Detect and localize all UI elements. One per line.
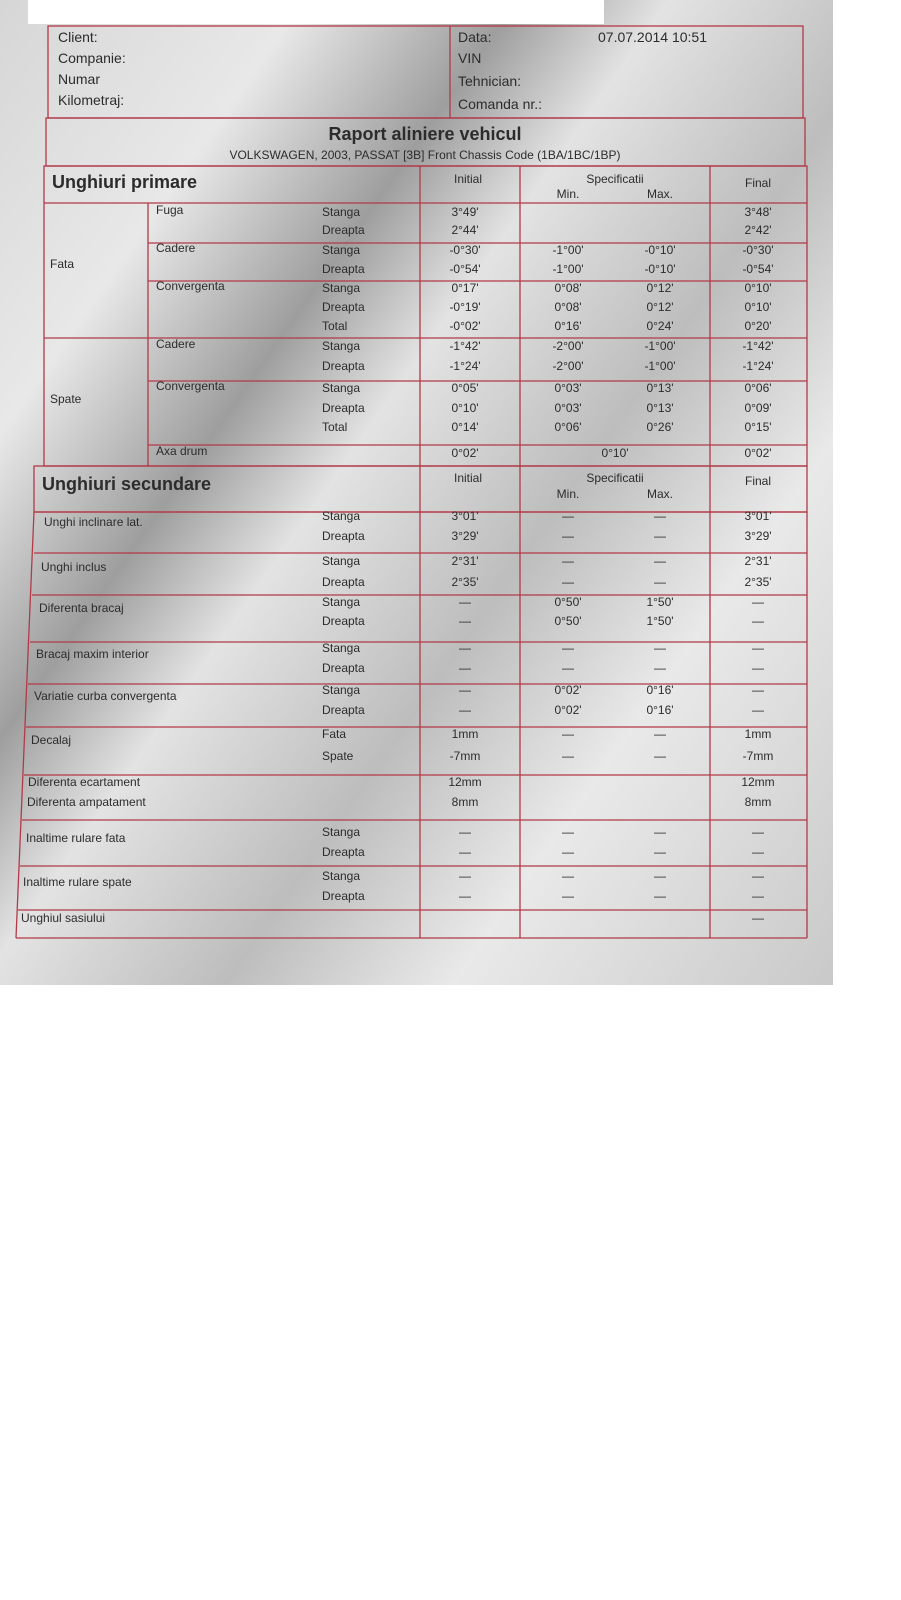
final-value: 0°02' <box>744 446 772 460</box>
final-value: 2°35' <box>744 575 772 589</box>
final-value: 3°29' <box>744 529 772 543</box>
side-label: Total <box>322 420 348 434</box>
param-label: Unghi inclinare lat. <box>44 515 143 529</box>
min-value: — <box>562 845 574 859</box>
param-label: Diferenta bracaj <box>39 601 124 615</box>
min-value: 0°08' <box>554 281 582 295</box>
max-value: 0°13' <box>646 401 674 415</box>
initial-value: — <box>459 641 471 655</box>
final-value: — <box>752 889 764 903</box>
min-value: — <box>562 889 574 903</box>
final-value: 3°48' <box>744 205 772 219</box>
param-label: Diferenta ecartament <box>28 775 141 789</box>
min-value: — <box>562 727 574 741</box>
min-value: 0°06' <box>554 420 582 434</box>
initial-value: -0°54' <box>449 262 481 276</box>
final-value: — <box>752 661 764 675</box>
side-label: Stanga <box>322 869 361 883</box>
param-label: Inaltime rulare spate <box>23 875 132 889</box>
initial-value: 2°35' <box>451 575 479 589</box>
initial-value: 12mm <box>448 775 482 789</box>
final-value: — <box>752 595 764 609</box>
max-value: — <box>654 889 666 903</box>
final-value: -0°54' <box>742 262 774 276</box>
side-label: Fata <box>322 727 347 741</box>
max-value: — <box>654 641 666 655</box>
client-label: Client: <box>58 29 98 45</box>
side-label: Stanga <box>322 554 361 568</box>
max-value: -1°00' <box>644 339 676 353</box>
max-value: 1°50' <box>646 614 674 628</box>
max-value: 0°12' <box>646 281 674 295</box>
final-value: -0°30' <box>742 243 774 257</box>
comanda-label: Comanda nr.: <box>458 96 543 112</box>
side-label: Stanga <box>322 205 361 219</box>
data-value: 07.07.2014 10:51 <box>598 29 707 45</box>
secondary-title: Unghiuri secundare <box>42 474 212 494</box>
final-value: — <box>752 614 764 628</box>
secondary-col-spec: Specificatii <box>586 471 644 485</box>
secondary-col-final: Final <box>744 474 772 488</box>
max-value: 0°26' <box>646 420 674 434</box>
max-value: 0°24' <box>646 319 674 333</box>
side-label: Stanga <box>322 683 361 697</box>
side-label: Dreapta <box>322 845 365 859</box>
initial-value: 1mm <box>451 727 479 741</box>
final-value: 2°42' <box>744 223 772 237</box>
final-value: — <box>752 703 764 717</box>
min-value: 0°50' <box>554 614 582 628</box>
side-label: Dreapta <box>322 262 365 276</box>
final-value: 0°10' <box>744 300 772 314</box>
min-value: — <box>562 554 574 568</box>
initial-value: -0°30' <box>449 243 481 257</box>
min-value: — <box>562 869 574 883</box>
param-label: Inaltime rulare fata <box>26 831 126 845</box>
initial-value: 2°31' <box>451 554 479 568</box>
side-label: Dreapta <box>322 703 365 717</box>
max-value: — <box>654 575 666 589</box>
min-value: — <box>562 825 574 839</box>
param-label: Diferenta ampatament <box>27 795 146 809</box>
param-label: Unghiul sasiului <box>21 911 106 925</box>
final-value: — <box>752 869 764 883</box>
primary-title: Unghiuri primare <box>52 172 198 192</box>
max-value: -0°10' <box>644 262 676 276</box>
report-title-block <box>46 118 805 166</box>
max-value: 1°50' <box>646 595 674 609</box>
data-label: Data: <box>458 29 492 45</box>
min-value: 0°02' <box>554 683 582 697</box>
min-value: 0°03' <box>554 381 582 395</box>
group-spate: Spate <box>50 392 82 406</box>
final-value: 0°06' <box>744 381 772 395</box>
min-value: — <box>562 661 574 675</box>
initial-value: 0°14' <box>451 420 479 434</box>
max-value: — <box>654 554 666 568</box>
side-label: Dreapta <box>322 614 365 628</box>
report-subtitle: VOLKSWAGEN, 2003, PASSAT [3B] Front Chassis Code (1BA/1BC/1BP) <box>229 148 621 162</box>
primary-col-max: Max. <box>646 187 674 201</box>
param-label: Variatie curba convergenta <box>34 689 177 703</box>
side-label: Dreapta <box>322 359 365 373</box>
initial-value: -1°42' <box>449 339 481 353</box>
final-value: 0°10' <box>744 281 772 295</box>
max-value: — <box>654 749 666 763</box>
max-value: — <box>654 825 666 839</box>
initial-value: — <box>459 889 471 903</box>
final-value: — <box>752 641 764 655</box>
secondary-col-max: Max. <box>646 487 674 501</box>
tehnician-label: Tehnician: <box>458 73 522 89</box>
side-label: Total <box>322 319 348 333</box>
primary-angles-table <box>44 166 807 466</box>
max-value: -0°10' <box>644 243 676 257</box>
side-label: Stanga <box>322 381 361 395</box>
param-label: Fuga <box>156 203 184 217</box>
min-value: 0°08' <box>554 300 582 314</box>
side-label: Stanga <box>322 595 361 609</box>
final-value: — <box>752 683 764 697</box>
side-label: Spate <box>322 749 354 763</box>
min-value: — <box>562 641 574 655</box>
final-value: -7mm <box>742 749 774 763</box>
min-value: — <box>562 529 574 543</box>
final-value: 3°01' <box>744 509 772 523</box>
final-value: — <box>752 911 764 925</box>
initial-value: — <box>459 869 471 883</box>
initial-value: 8mm <box>451 795 479 809</box>
max-value: — <box>654 661 666 675</box>
min-value: — <box>562 749 574 763</box>
secondary-col-min: Min. <box>556 487 580 501</box>
param-label: Convergenta <box>156 279 225 293</box>
numar-label: Numar <box>58 71 101 87</box>
initial-value: 3°29' <box>451 529 479 543</box>
final-value: -1°42' <box>742 339 774 353</box>
max-value: 0°13' <box>646 381 674 395</box>
max-value: — <box>654 529 666 543</box>
final-value: 1mm <box>744 727 772 741</box>
initial-value: -7mm <box>449 749 481 763</box>
side-label: Stanga <box>322 825 361 839</box>
primary-col-final: Final <box>744 176 772 190</box>
param-label: Bracaj maxim interior <box>36 647 149 661</box>
initial-value: 0°17' <box>451 281 479 295</box>
min-value: -1°00' <box>552 243 584 257</box>
final-value: — <box>752 825 764 839</box>
min-value: -2°00' <box>552 339 584 353</box>
param-label: Decalaj <box>31 733 72 747</box>
initial-value: 3°01' <box>451 509 479 523</box>
kilometraj-label: Kilometraj: <box>58 92 125 108</box>
side-label: Dreapta <box>322 575 365 589</box>
side-label: Stanga <box>322 243 361 257</box>
side-label: Stanga <box>322 339 361 353</box>
max-value: 0°12' <box>646 300 674 314</box>
side-label: Stanga <box>322 641 361 655</box>
max-value: 0°16' <box>646 683 674 697</box>
initial-value: 2°44' <box>451 223 479 237</box>
side-label: Dreapta <box>322 529 365 543</box>
initial-value: -0°19' <box>449 300 481 314</box>
initial-value: 0°10' <box>451 401 479 415</box>
max-value: — <box>654 869 666 883</box>
initial-value: 3°49' <box>451 205 479 219</box>
vin-label: VIN <box>458 50 482 66</box>
initial-value: 0°02' <box>451 446 479 460</box>
final-value: 0°20' <box>744 319 772 333</box>
report-title: Raport aliniere vehicul <box>328 124 522 144</box>
min-value: — <box>562 575 574 589</box>
initial-value: — <box>459 703 471 717</box>
final-value: 2°31' <box>744 554 772 568</box>
secondary-angles-table <box>16 466 807 938</box>
min-value: 0°16' <box>554 319 582 333</box>
group-fata: Fata <box>50 257 75 271</box>
final-value: 8mm <box>744 795 772 809</box>
header-block <box>48 26 803 118</box>
primary-col-min: Min. <box>556 187 580 201</box>
primary-col-initial: Initial <box>453 172 483 186</box>
side-label: Stanga <box>322 281 361 295</box>
min-value: -1°00' <box>552 262 584 276</box>
initial-value: — <box>459 595 471 609</box>
secondary-col-initial: Initial <box>453 471 483 485</box>
initial-value: — <box>459 825 471 839</box>
param-label: Axa drum <box>156 444 208 458</box>
min-value: 0°03' <box>554 401 582 415</box>
max-value: 0°16' <box>646 703 674 717</box>
max-value: — <box>654 845 666 859</box>
param-label: Cadere <box>156 241 196 255</box>
final-value: — <box>752 845 764 859</box>
final-value: 0°15' <box>744 420 772 434</box>
primary-col-spec: Specificatii <box>586 172 644 186</box>
min-value: 0°50' <box>554 595 582 609</box>
initial-value: 0°05' <box>451 381 479 395</box>
side-label: Dreapta <box>322 889 365 903</box>
initial-value: — <box>459 661 471 675</box>
min-value: -2°00' <box>552 359 584 373</box>
side-label: Dreapta <box>322 223 365 237</box>
min-value: 0°02' <box>554 703 582 717</box>
side-label: Dreapta <box>322 401 365 415</box>
final-value: 12mm <box>741 775 775 789</box>
initial-value: — <box>459 614 471 628</box>
param-label: Cadere <box>156 337 196 351</box>
final-value: -1°24' <box>742 359 774 373</box>
spec-value: 0°10' <box>601 446 629 460</box>
side-label: Dreapta <box>322 661 365 675</box>
final-value: 0°09' <box>744 401 772 415</box>
param-label: Convergenta <box>156 379 225 393</box>
min-value: — <box>562 509 574 523</box>
companie-label: Companie: <box>58 50 126 66</box>
side-label: Dreapta <box>322 300 365 314</box>
param-label: Unghi inclus <box>41 560 107 574</box>
initial-value: — <box>459 683 471 697</box>
max-value: -1°00' <box>644 359 676 373</box>
initial-value: — <box>459 845 471 859</box>
initial-value: -0°02' <box>449 319 481 333</box>
side-label: Stanga <box>322 509 361 523</box>
max-value: — <box>654 509 666 523</box>
initial-value: -1°24' <box>449 359 481 373</box>
max-value: — <box>654 727 666 741</box>
